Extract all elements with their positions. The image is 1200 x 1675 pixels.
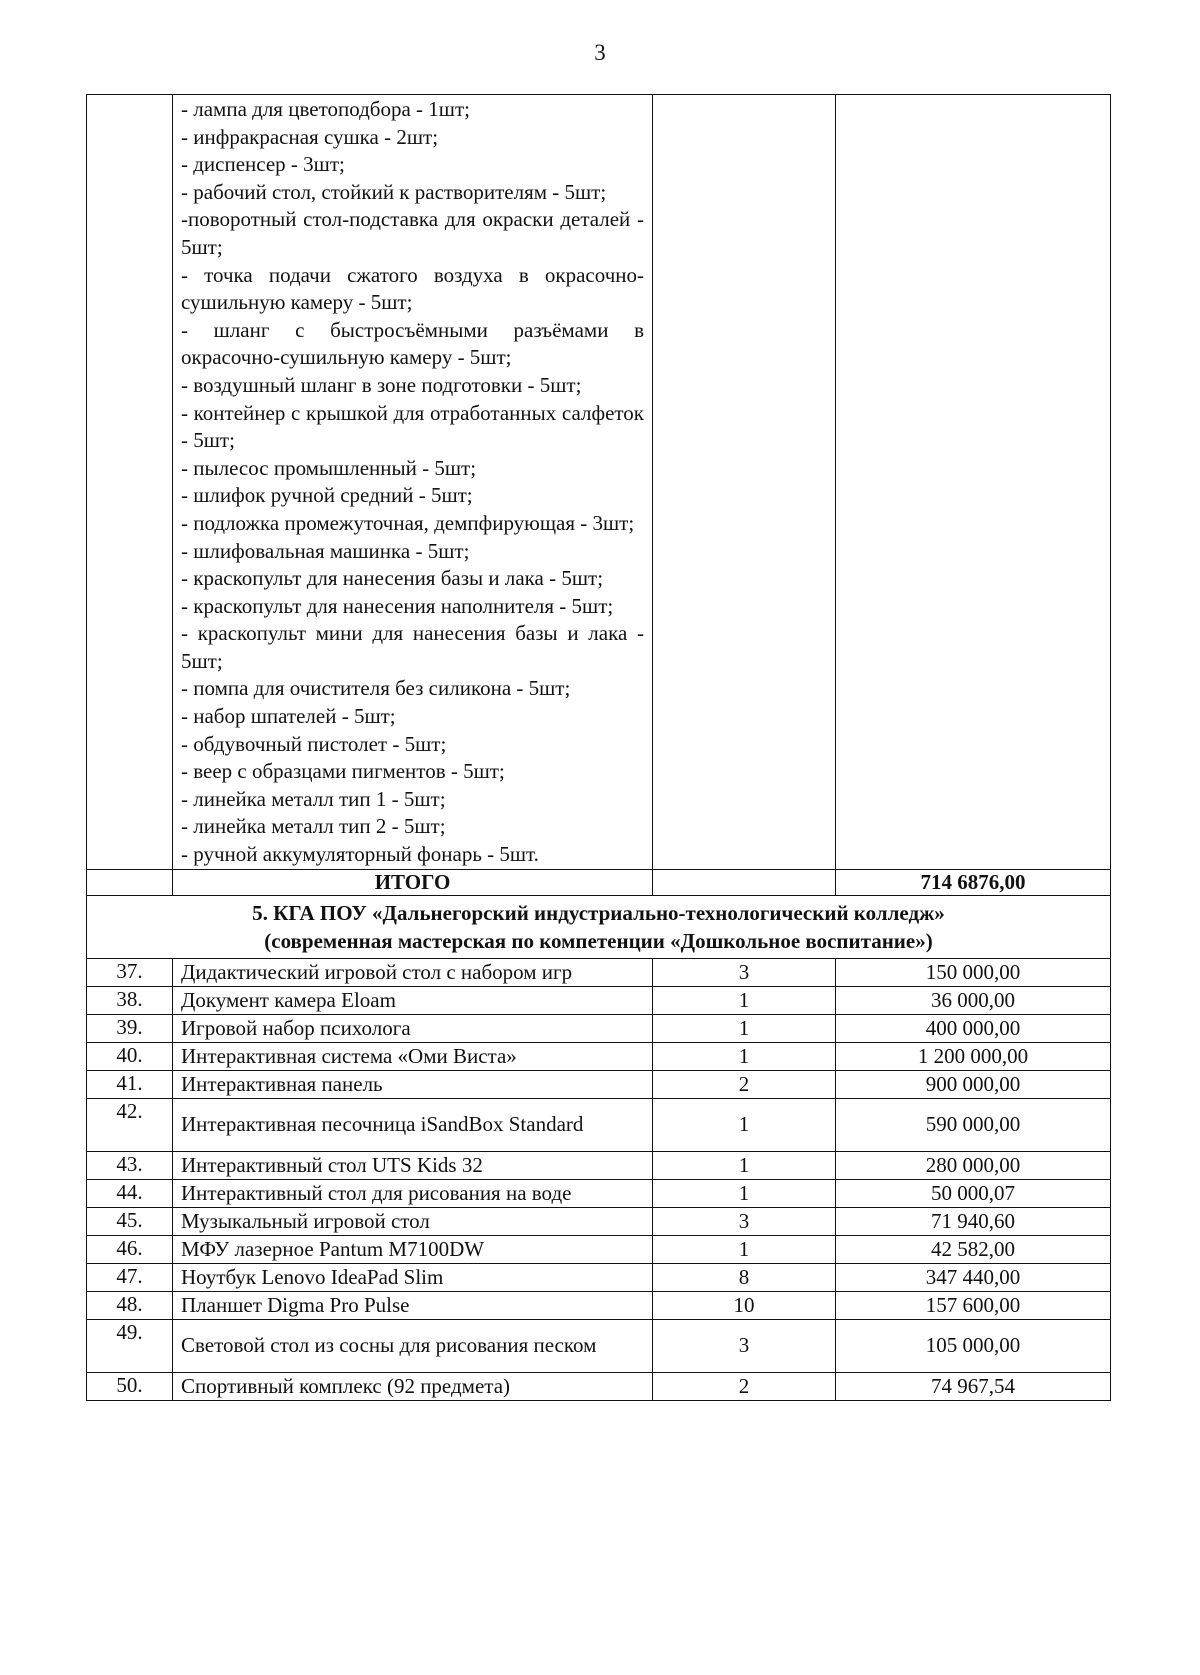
list-item: - пылесос промышленный - 5шт; — [181, 455, 477, 480]
row-quantity: 1 — [653, 1151, 836, 1179]
table-row — [87, 1291, 1111, 1319]
row-quantity: 3 — [653, 1319, 836, 1372]
total-num-cell — [87, 869, 173, 895]
row-name: Интерактивный стол для рисования на воде — [173, 1179, 653, 1207]
table-row — [87, 1042, 1111, 1070]
row-name: Интерактивная система «Оми Виста» — [173, 1042, 653, 1070]
section-header — [87, 895, 1111, 958]
row-quantity: 8 — [653, 1263, 836, 1291]
row-name: Световой стол из сосны для рисования песком — [173, 1319, 653, 1372]
list-item: - шлифовальная машинка - 5шт; — [181, 538, 470, 563]
table-row — [87, 1235, 1111, 1263]
row-sum: 347 440,00 — [836, 1263, 1111, 1291]
row-sum: 400 000,00 — [836, 1014, 1111, 1042]
row-name: Интерактивный стол UTS Kids 32 — [173, 1151, 653, 1179]
row-sum: 280 000,00 — [836, 1151, 1111, 1179]
row-number: 45. — [87, 1207, 173, 1235]
row-sum: 157 600,00 — [836, 1291, 1111, 1319]
row-name: Ноутбук Lenovo IdeaPad Slim — [173, 1263, 653, 1291]
list-item: - контейнер с крышкой для отработанных салфеток - 5шт; — [181, 400, 644, 453]
row-quantity: 1 — [653, 1179, 836, 1207]
row-sum: 900 000,00 — [836, 1070, 1111, 1098]
list-item: - веер с образцами пигментов - 5шт; — [181, 759, 505, 784]
list-item: - точка подачи сжатого воздуха в окрасочно-сушильную камеру - 5шт; — [181, 262, 644, 315]
continuation-qty-cell — [653, 95, 836, 870]
row-name: Планшет Digma Pro Pulse — [173, 1291, 653, 1319]
row-name: Музыкальный игровой стол — [173, 1207, 653, 1235]
list-item: - лампа для цветоподбора - 1шт; — [181, 97, 470, 121]
row-name: Игровой набор психолога — [173, 1014, 653, 1042]
row-number: 46. — [87, 1235, 173, 1263]
row-sum: 74 967,54 — [836, 1372, 1111, 1400]
row-quantity: 1 — [653, 1042, 836, 1070]
continuation-num-cell — [87, 95, 173, 870]
list-item: - помпа для очистителя без силикона - 5шт; — [181, 676, 571, 701]
row-number: 38. — [87, 986, 173, 1014]
list-item: - инфракрасная сушка - 2шт; — [181, 124, 439, 149]
table-row — [87, 1263, 1111, 1291]
equipment-table-wrapper — [86, 94, 1110, 1401]
row-sum: 50 000,07 — [836, 1179, 1111, 1207]
list-item: - воздушный шланг в зоне подготовки - 5шт; — [181, 372, 582, 397]
row-name: Дидактический игровой стол с набором игр — [173, 958, 653, 986]
total-qty-cell — [653, 869, 836, 895]
row-number: 37. — [87, 958, 173, 986]
total-value: 714 6876,00 — [836, 869, 1111, 895]
table-row — [87, 1070, 1111, 1098]
row-quantity: 10 — [653, 1291, 836, 1319]
section-header-row — [87, 895, 1111, 958]
row-sum: 1 200 000,00 — [836, 1042, 1111, 1070]
row-sum: 36 000,00 — [836, 986, 1111, 1014]
row-quantity: 1 — [653, 986, 836, 1014]
continuation-row — [87, 95, 1111, 870]
list-item: - шланг с быстросъёмными разъёмами в окрасочно-сушильную камеру - 5шт; — [181, 317, 644, 370]
equipment-table — [86, 94, 1111, 1401]
row-name: Интерактивная песочница iSandBox Standard — [173, 1098, 653, 1151]
table-row — [87, 1098, 1111, 1151]
row-sum: 42 582,00 — [836, 1235, 1111, 1263]
row-number: 44. — [87, 1179, 173, 1207]
row-number: 48. — [87, 1291, 173, 1319]
row-quantity: 1 — [653, 1014, 836, 1042]
table-row — [87, 1207, 1111, 1235]
total-label: ИТОГО — [173, 869, 653, 895]
row-sum: 590 000,00 — [836, 1098, 1111, 1151]
row-quantity: 1 — [653, 1235, 836, 1263]
total-row — [87, 869, 1111, 895]
list-item: - краскопульт для нанесения наполнителя - 5шт; — [181, 593, 614, 618]
row-number: 40. — [87, 1042, 173, 1070]
row-sum: 105 000,00 — [836, 1319, 1111, 1372]
row-sum: 71 940,60 — [836, 1207, 1111, 1235]
list-item: - линейка металл тип 2 - 5шт; — [181, 814, 446, 839]
row-quantity: 1 — [653, 1098, 836, 1151]
list-item: - подложка промежуточная, демпфирующая - 3шт; — [181, 510, 635, 535]
row-number: 39. — [87, 1014, 173, 1042]
row-quantity: 2 — [653, 1372, 836, 1400]
list-item: - обдувочный пистолет - 5шт; — [181, 731, 447, 756]
list-item: -поворотный стол-подставка для окраски деталей - 5шт; — [181, 207, 644, 259]
page-number: 3 — [594, 40, 606, 65]
continuation-sum-cell — [836, 95, 1111, 870]
row-quantity: 3 — [653, 958, 836, 986]
row-name: Документ камера Eloam — [173, 986, 653, 1014]
section-title-line1: 5. КГА ПОУ «Дальнегорский индустриально-технологический колледж» — [252, 900, 945, 925]
list-item: - линейка металл тип 1 - 5шт; — [181, 786, 446, 811]
row-number: 50. — [87, 1372, 173, 1400]
list-item: - шлифок ручной средний - 5шт; — [181, 483, 473, 508]
list-item: - краскопульт для нанесения базы и лака - 5шт; — [181, 566, 604, 591]
table-row — [87, 1151, 1111, 1179]
table-row — [87, 1319, 1111, 1372]
section-title-line2: (современная мастерская по компетенции «Дошкольное воспитание») — [264, 928, 933, 953]
row-name: МФУ лазерное Pantum M7100DW — [173, 1235, 653, 1263]
table-row — [87, 958, 1111, 986]
table-row — [87, 1014, 1111, 1042]
row-quantity: 3 — [653, 1207, 836, 1235]
list-item: - рабочий стол, стойкий к растворителям - 5шт; — [181, 179, 607, 204]
table-row — [87, 986, 1111, 1014]
list-item: - краскопульт мини для нанесения базы и лака - 5шт; — [181, 621, 644, 673]
row-number: 43. — [87, 1151, 173, 1179]
list-item: - диспенсер - 3шт; — [181, 152, 345, 177]
row-name: Спортивный комплекс (92 предмета) — [173, 1372, 653, 1400]
continuation-items-cell — [173, 95, 653, 870]
row-number: 41. — [87, 1070, 173, 1098]
row-number: 42. — [87, 1098, 173, 1151]
table-row — [87, 1179, 1111, 1207]
row-name: Интерактивная панель — [173, 1070, 653, 1098]
row-number: 47. — [87, 1263, 173, 1291]
list-item: - ручной аккумуляторный фонарь - 5шт. — [181, 842, 539, 867]
table-row — [87, 1372, 1111, 1400]
row-number: 49. — [87, 1319, 173, 1372]
list-item: - набор шпателей - 5шт; — [181, 704, 396, 729]
row-sum: 150 000,00 — [836, 958, 1111, 986]
row-quantity: 2 — [653, 1070, 836, 1098]
